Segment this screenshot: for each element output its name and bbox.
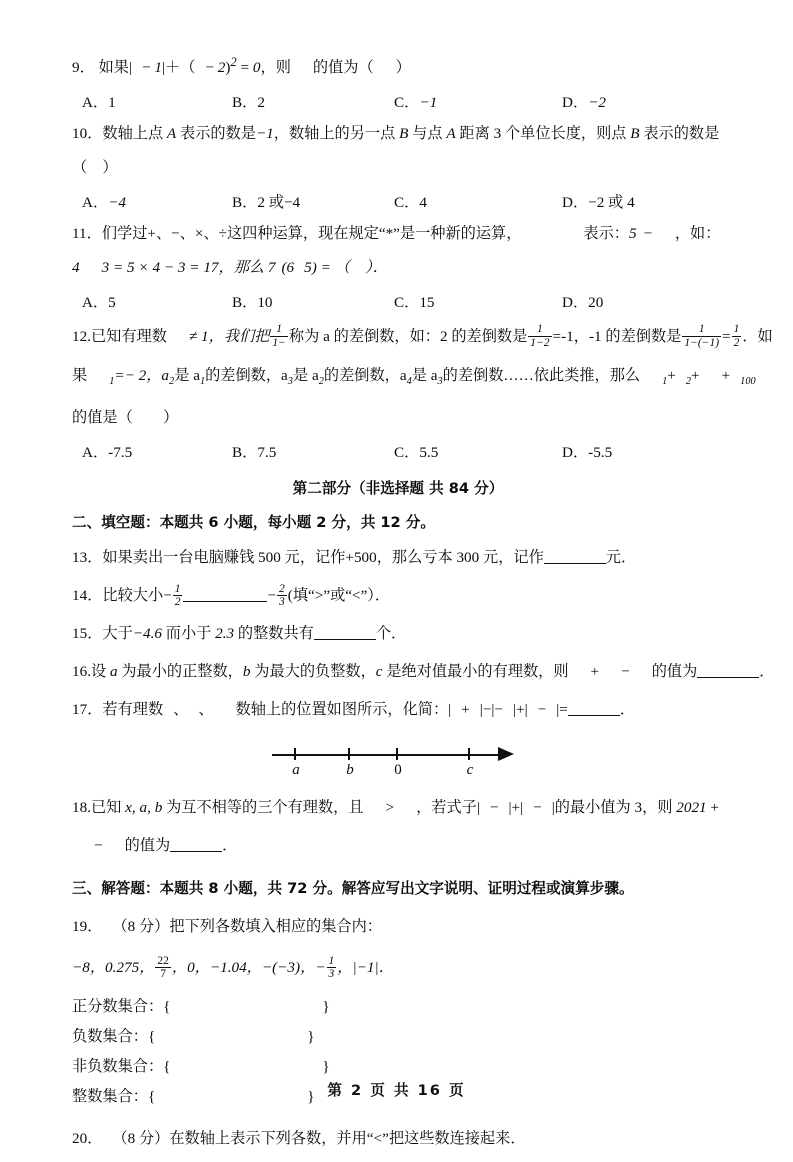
question-9-options bbox=[72, 88, 724, 118]
question-17: 17．若有理数 、 、 数轴上的位置如图所示，化简：| + |−|− |+| − |= ． bbox=[72, 701, 635, 719]
question-10-number: 10． bbox=[72, 125, 103, 143]
question-18-line2: − 的值为 ． bbox=[94, 837, 238, 855]
question-10-option-c[interactable]: C．4 bbox=[394, 194, 427, 212]
question-12-stem-line1: 12.已知有理数 ≠ 1，我们把 $\frac{1}{1-}$ 称为 a 的差倒数，如：2 的差倒数是 $\frac{1}{1-2}$ =-1，-1 的差倒数是 $\frac{1}{1-(-1)}$ = $\frac{1}{2}$ ．如 bbox=[72, 323, 773, 349]
question-18-line1: 18.已知 x, a, b 为互不相等的三个有理数，且 > ，若式子| − |+| − |的最小值为 3，则 2021 + bbox=[72, 799, 719, 817]
question-9-stem bbox=[72, 48, 724, 82]
fraction-22-over-7: $\frac{22}{7}$ bbox=[157, 954, 169, 980]
section-fill-in-heading: 二、填空题：本题共 6 小题，每小题 2 分，共 12 分。 bbox=[72, 514, 435, 532]
question-9-number: 9． bbox=[72, 59, 95, 77]
question-14-answer-blank[interactable] bbox=[183, 587, 267, 602]
fraction-two-thirds-q14: $\frac{2}{3}$ bbox=[279, 582, 285, 608]
question-9-option-d[interactable]: D．−2 bbox=[562, 94, 606, 112]
question-11-options bbox=[72, 288, 724, 318]
question-12-options bbox=[72, 438, 724, 468]
question-16: 16.设 a 为最小的正整数，b 为最大的负整数，c 是绝对值最小的有理数，则 + − 的值为 ． bbox=[72, 663, 775, 681]
question-9-option-a[interactable]: A．1 bbox=[82, 94, 116, 112]
question-11-option-d[interactable]: D．20 bbox=[562, 294, 604, 312]
question-14: 14．比较大小− $\frac{1}{2}$ − $\frac{2}{3}$ (填“>”或“<”）． bbox=[72, 582, 391, 608]
question-11-option-a[interactable]: A．5 bbox=[82, 294, 116, 312]
question-20-number: 20． bbox=[72, 1130, 103, 1148]
question-18-answer-blank[interactable] bbox=[170, 837, 222, 852]
question-9-option-b[interactable]: B．2 bbox=[232, 94, 265, 112]
number-line-axis bbox=[272, 754, 500, 756]
question-13-number: 13． bbox=[72, 549, 103, 567]
arrow-right-icon bbox=[498, 747, 514, 761]
set-row-integer: 整数集合：{ } bbox=[72, 1088, 315, 1106]
question-19-numbers: −8，0.275， $\frac{22}{7}$ ，0，−1.04，−(−3)，− $\frac{1}{3}$ ，|−1|． bbox=[72, 954, 394, 980]
question-13: 13．如果卖出一台电脑赚钱 500 元，记作+500，那么亏本 300 元，记作 元． bbox=[72, 549, 637, 567]
question-12-option-c[interactable]: C．5.5 bbox=[394, 444, 439, 462]
number-line-figure bbox=[72, 732, 724, 788]
question-10-option-a[interactable]: A．−4 bbox=[82, 194, 126, 212]
number-line-tick-c bbox=[468, 748, 470, 760]
question-12-stem-line3: 的值是（ ） bbox=[72, 409, 179, 427]
question-15-number: 15． bbox=[72, 625, 103, 643]
fraction-diff-reciprocal-general: $\frac{1}{1-}$ bbox=[272, 323, 286, 349]
question-12-stem-line2: 果 $_1$=− 2，$a_2$是 $a_1$的差倒数，$a_3$是 $a_2$的差倒数，$a_4$是 $a_3$的差倒数……依此类推，那么 $_1$+ $_2$+ + $_{100}$ bbox=[72, 367, 756, 388]
fraction-one-third: $\frac{1}{3}$ bbox=[328, 954, 335, 980]
fraction-1-over-1-minus-neg1: $\frac{1}{1-(-1)}$ bbox=[684, 323, 720, 349]
set-row-positive-fraction: 正分数集合：{ } bbox=[72, 998, 330, 1016]
question-11-stem-line2: 4 3 = 5 × 4 − 3 = 17，那么 7 (6 5) = （ ）． bbox=[72, 259, 388, 277]
number-line-graphic bbox=[272, 740, 524, 784]
question-9-option-c[interactable]: C．−1 bbox=[394, 94, 438, 112]
page-body bbox=[72, 48, 775, 1162]
number-line-label-c: c bbox=[466, 762, 474, 779]
question-10-option-b[interactable]: B．2 或−4 bbox=[232, 194, 301, 212]
section-solve-heading: 三、解答题：本题共 8 小题，共 72 分。解答应写出文字说明、证明过程或演算步骤。 bbox=[72, 880, 634, 898]
question-11-option-b[interactable]: B．10 bbox=[232, 294, 273, 312]
question-10-text: 数轴上点 A 表示的数是−1，数轴上的另一点 B 与点 A 距离 3 个单位长度，则点 B 表示的数是 bbox=[102, 125, 720, 143]
question-12-option-b[interactable]: B．7.5 bbox=[232, 444, 277, 462]
number-line-label-a: a bbox=[292, 762, 300, 779]
number-line-label-b: b bbox=[346, 762, 354, 779]
fraction-1-over-1-minus-2: $\frac{1}{1-2}$ bbox=[530, 323, 550, 349]
question-16-number: 16. bbox=[72, 663, 91, 681]
question-14-number: 14． bbox=[72, 587, 103, 605]
fraction-one-half: $\frac{1}{2}$ bbox=[733, 323, 740, 349]
number-line-tick-a bbox=[294, 748, 296, 760]
question-18-number: 18. bbox=[72, 799, 91, 817]
page-footer: 第 2 页 共 16 页 bbox=[327, 1082, 466, 1099]
number-line-label-zero: 0 bbox=[394, 762, 402, 779]
question-19-stem: 19． （8 分）把下列各数填入相应的集合内： bbox=[72, 918, 382, 936]
question-15-answer-blank[interactable] bbox=[314, 625, 376, 640]
question-17-number: 17． bbox=[72, 701, 103, 719]
question-11-option-c[interactable]: C．15 bbox=[394, 294, 435, 312]
number-line-tick-b bbox=[348, 748, 350, 760]
question-13-answer-blank[interactable] bbox=[544, 549, 606, 564]
question-11-number: 11． bbox=[72, 225, 102, 243]
question-15: 15．大于−4.6 而小于 2.3 的整数共有 个． bbox=[72, 625, 407, 643]
question-10-option-d[interactable]: D．−2 或 4 bbox=[562, 194, 635, 212]
question-17-answer-blank[interactable] bbox=[568, 701, 620, 716]
question-16-answer-blank[interactable] bbox=[697, 663, 759, 678]
question-12-number: 12. bbox=[72, 328, 91, 346]
question-10-options bbox=[72, 188, 724, 218]
question-11-stem-line1: 11．们学过+、−、×、÷这四种运算，现在规定“*”是一种新的运算， 表示：5 − ，如： bbox=[72, 225, 721, 243]
question-20-stem: 20． （8 分）在数轴上表示下列各数，并用“<”把这些数连接起来． bbox=[72, 1130, 526, 1148]
question-12-option-d[interactable]: D．-5.5 bbox=[562, 444, 613, 462]
part-two-heading: 第二部分（非选择题 共 84 分） bbox=[292, 480, 504, 498]
question-10-stem-line1 bbox=[72, 120, 724, 148]
question-10-stem-line2: （ ） bbox=[72, 159, 118, 177]
number-line-tick-zero bbox=[396, 748, 398, 760]
question-9-text: 如果| − 1|＋（ − 2)$^2$ = 0，则 的值为（ ） bbox=[98, 55, 411, 77]
question-19-number: 19． bbox=[72, 918, 103, 936]
set-row-negative: 负数集合：{ } bbox=[72, 1028, 315, 1046]
fraction-one-half-q14: $\frac{1}{2}$ bbox=[174, 582, 181, 608]
question-12-option-a[interactable]: A．-7.5 bbox=[82, 444, 133, 462]
set-row-nonnegative: 非负数集合：{ } bbox=[72, 1058, 330, 1076]
